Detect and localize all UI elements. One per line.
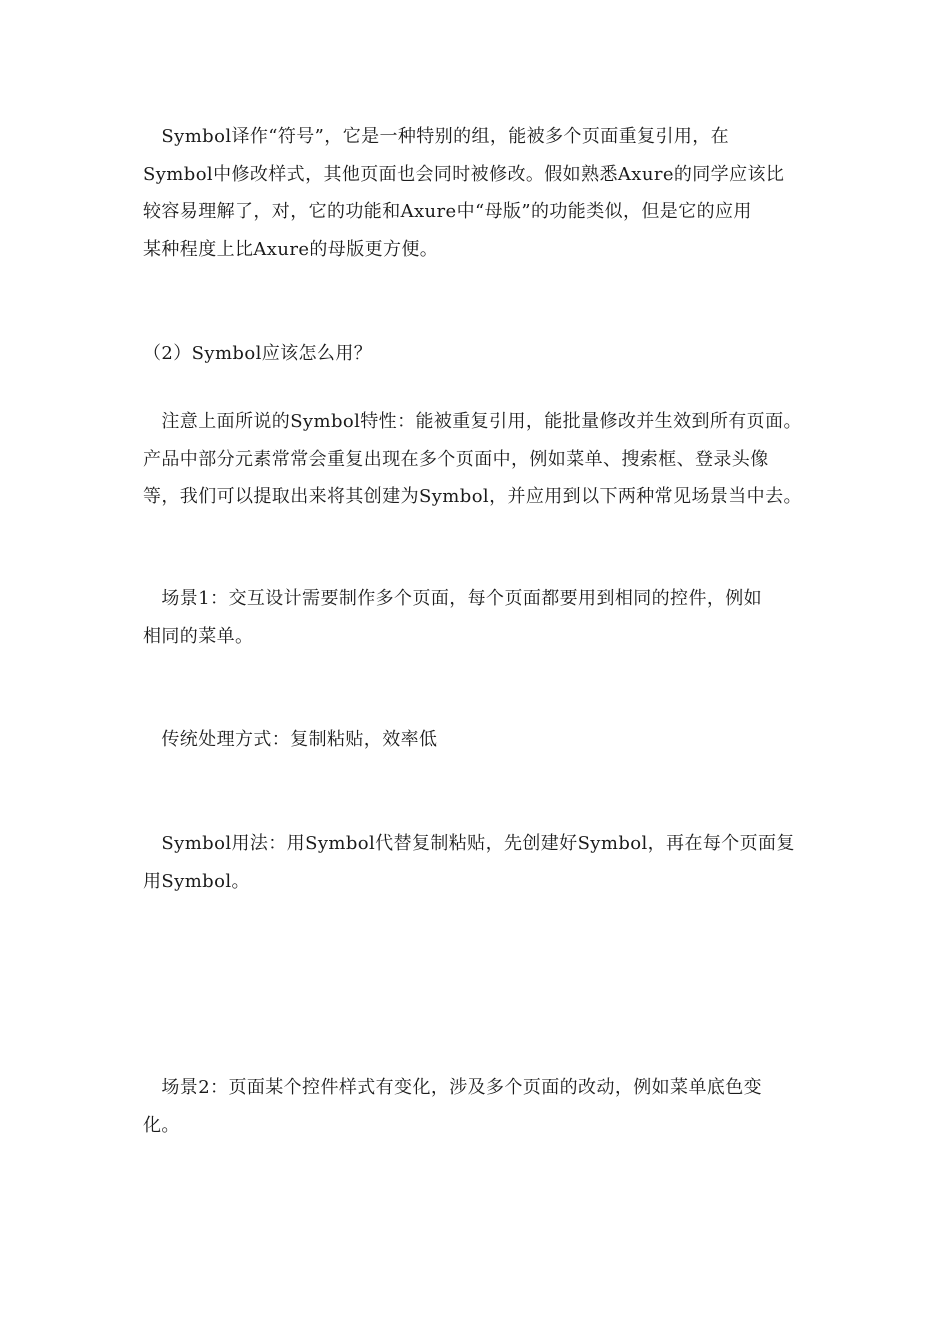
paragraph-symbol-features xyxy=(143,403,833,516)
text-line: 场景1：交互设计需要制作多个页面，每个页面都要用到相同的控件，例如 xyxy=(143,588,763,609)
text-line: 注意上面所说的Symbol特性：能被重复引用，能批量修改并生效到所有页面。 xyxy=(143,411,802,432)
text-line: 产品中部分元素常常会重复出现在多个页面中，例如菜单、搜索框、登录头像 xyxy=(143,448,769,470)
text-line: 较容易理解了，对，它的功能和Axure中“母版”的功能类似，但是它的应用 xyxy=(143,201,752,222)
text-line: 传统处理方式：复制粘贴，效率低 xyxy=(143,729,438,750)
text-line: 等，我们可以提取出来将其创建为Symbol，并应用到以下两种常见场景当中去。 xyxy=(143,486,802,507)
section-heading-how-to-use xyxy=(143,335,833,373)
paragraph-traditional-method xyxy=(143,721,833,759)
text-line: 某种程度上比Axure的母版更方便。 xyxy=(143,238,439,260)
paragraph-scenario-1 xyxy=(143,580,833,655)
text-line: Symbol用法：用Symbol代替复制粘贴，先创建好Symbol，再在每个页面复 xyxy=(143,833,795,854)
text-line: 用Symbol。 xyxy=(143,870,250,892)
text-line: Symbol译作“符号”，它是一种特别的组，能被多个页面重复引用，在 xyxy=(143,126,730,147)
text-line: Symbol中修改样式，其他页面也会同时被修改。假如熟悉Axure的同学应该比 xyxy=(143,163,785,185)
paragraph-scenario-2 xyxy=(143,1069,833,1144)
text-line: 场景2：页面某个控件样式有变化，涉及多个页面的改动，例如菜单底色变 xyxy=(143,1077,763,1098)
text-line: 化。 xyxy=(143,1114,180,1136)
text-line: 相同的菜单。 xyxy=(143,625,254,647)
paragraph-symbol-definition xyxy=(143,118,833,268)
text-line: （2）Symbol应该怎么用？ xyxy=(143,343,373,364)
paragraph-symbol-usage xyxy=(143,825,833,900)
